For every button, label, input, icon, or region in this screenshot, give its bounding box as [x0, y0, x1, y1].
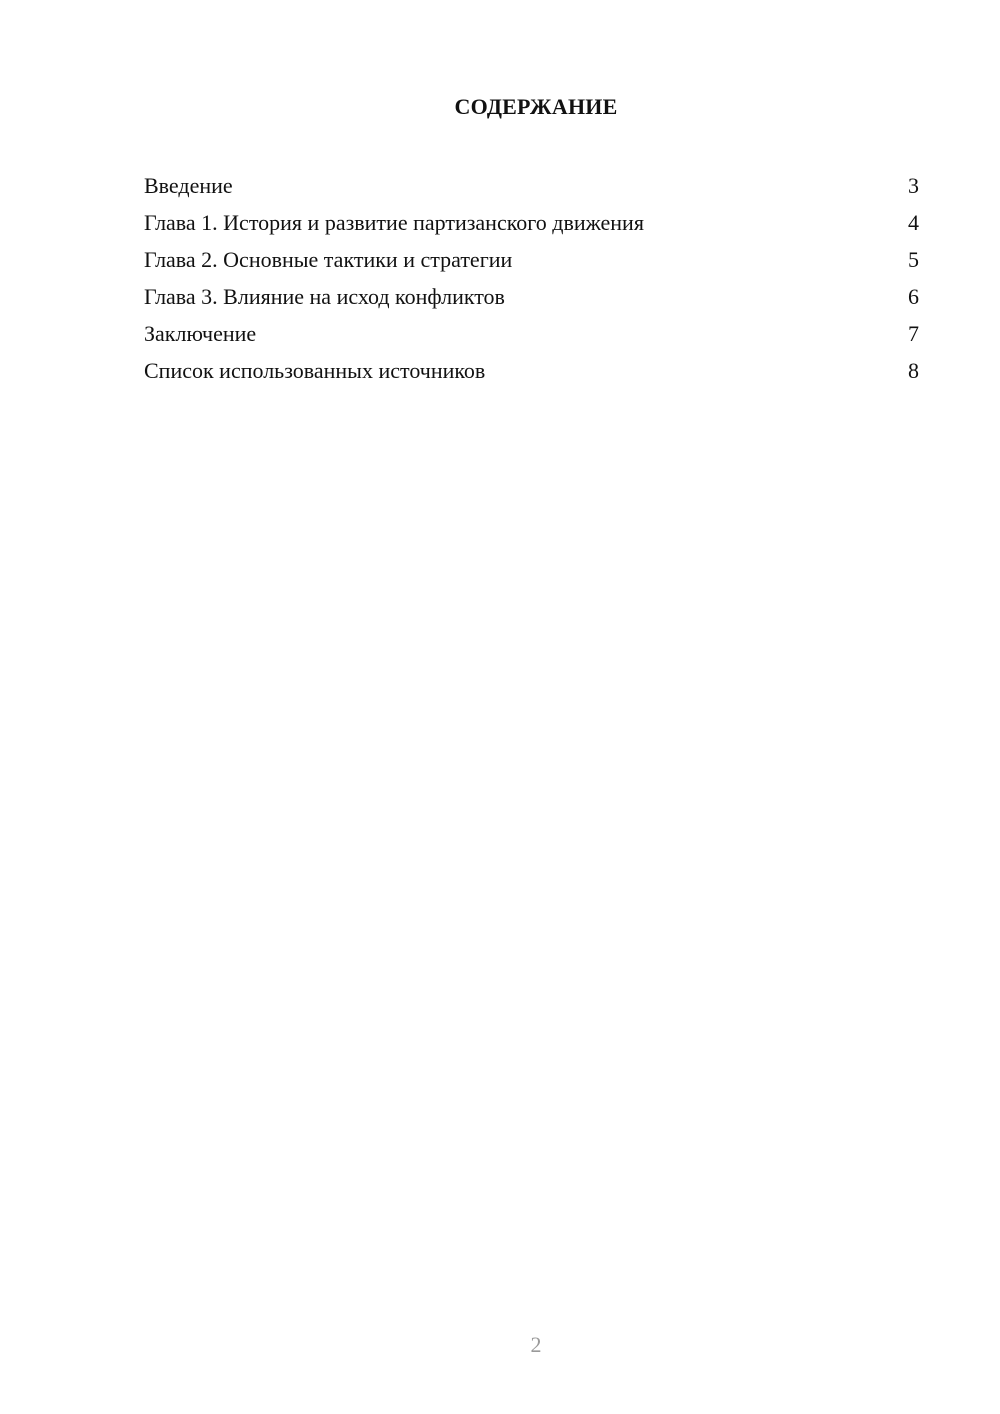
toc-entry-conclusion[interactable] [144, 315, 919, 352]
toc-entry-page: 4 [908, 210, 919, 235]
toc-entry-references[interactable] [144, 352, 919, 389]
toc-entry-chapter-3[interactable] [144, 278, 919, 315]
toc-entry-title: Введение [144, 173, 233, 198]
toc-entry-page: 5 [908, 247, 919, 272]
toc-entry-title: Глава 3. Влияние на исход конфликтов [144, 284, 505, 309]
toc-entry-chapter-2[interactable] [144, 241, 919, 278]
toc-entry-title: Список использованных источников [144, 358, 486, 383]
toc-entry-title: Глава 1. История и развитие партизанского движения [144, 210, 644, 235]
table-of-contents [144, 167, 919, 389]
toc-entry-page: 3 [908, 173, 919, 198]
toc-entry-page: 8 [908, 358, 919, 383]
page-number: 2 [530, 1332, 542, 1357]
toc-entry-chapter-1[interactable] [144, 204, 919, 241]
toc-entry-page: 6 [908, 284, 919, 309]
toc-entry-title: Заключение [144, 321, 257, 346]
toc-entry-title: Глава 2. Основные тактики и стратегии [144, 247, 513, 272]
toc-entry-introduction[interactable] [144, 167, 919, 204]
toc-entry-page: 7 [908, 321, 919, 346]
page-title: СОДЕРЖАНИЕ [454, 94, 618, 119]
